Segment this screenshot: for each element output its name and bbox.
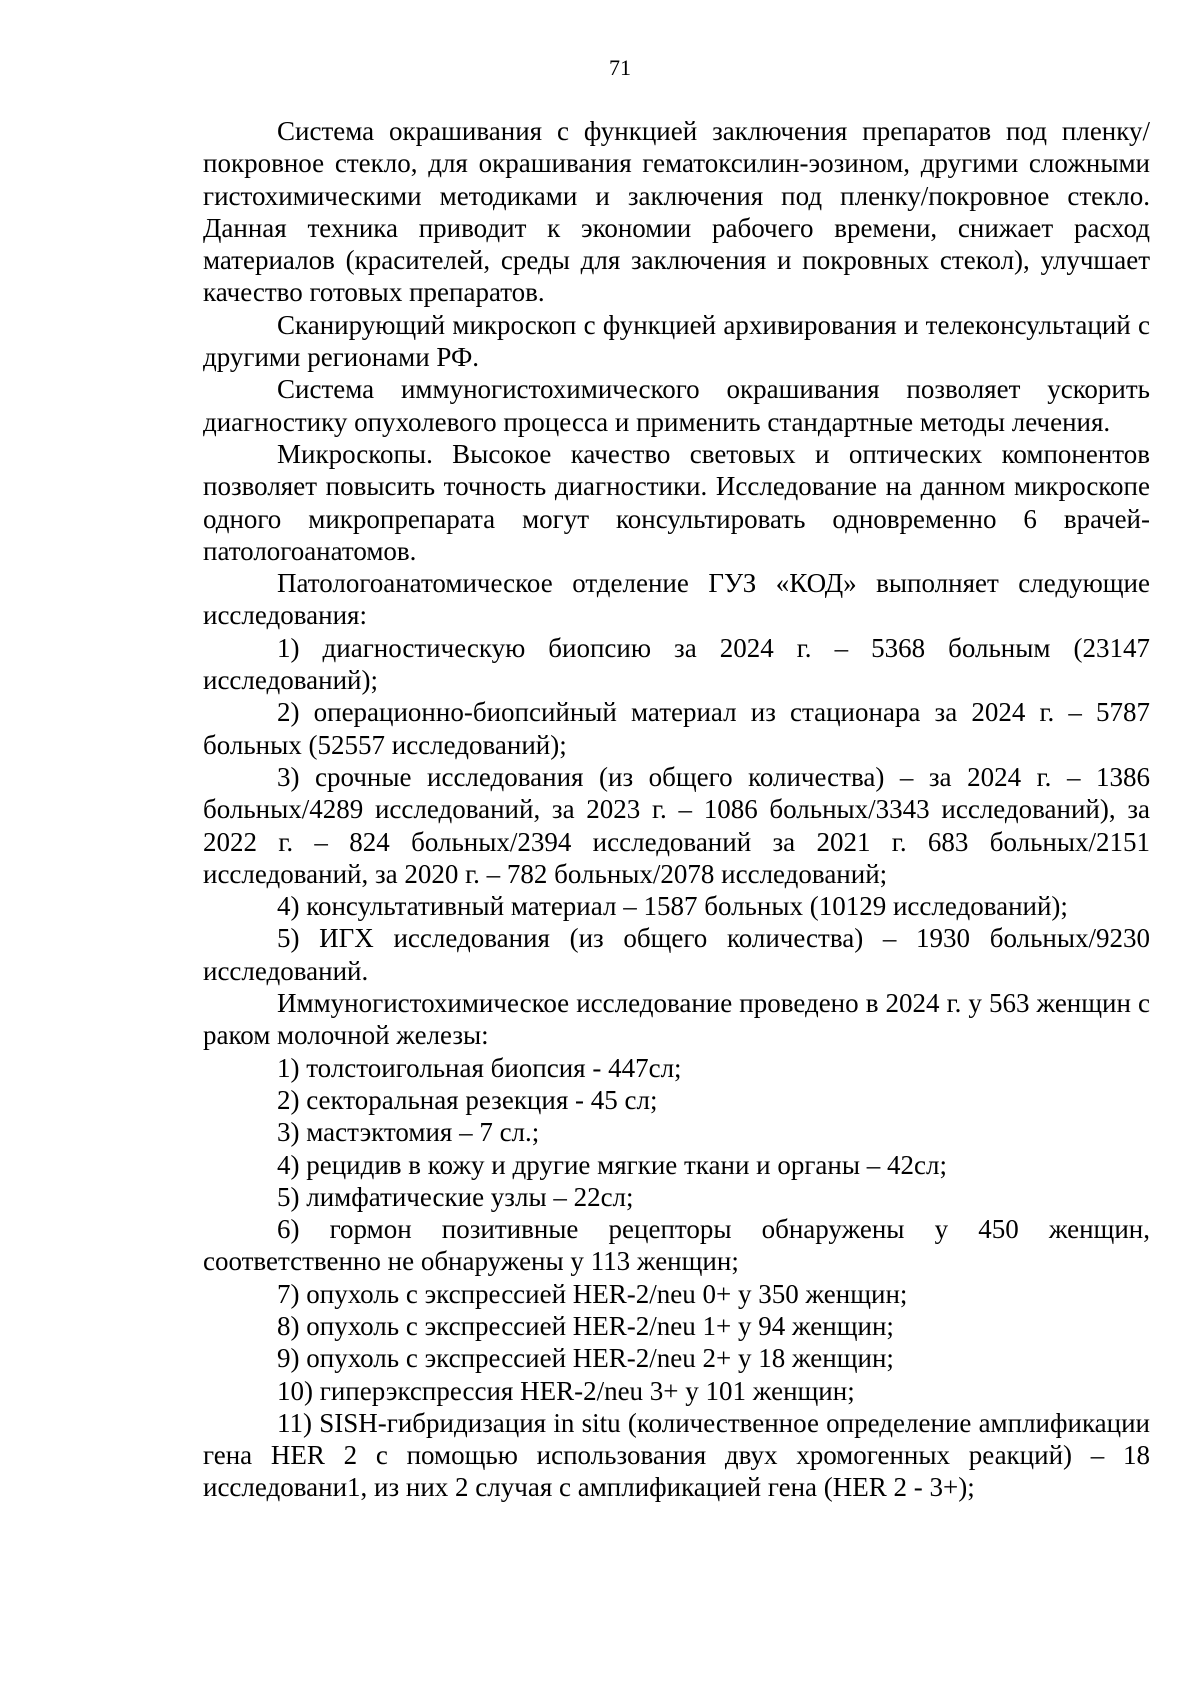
list-item: 1) толстоигольная биопсия - 447сл;: [277, 1052, 682, 1083]
paragraph-staining-system: Система окрашивания с функцией заключения препаратов под пленку/покровное стекло, для окрашивания гематоксилин-эозином, другими сложными гистохимическими методиками и заключения под пленку/покровное стекло. Данная техника приводит к экономии рабочего времени, снижает расход материалов (красителей, среды для заключения и покровных стекол), улучшает качество готовых препаратов.: [203, 116, 1150, 308]
page-number: 71: [609, 55, 631, 80]
list-item: 2) операционно-биопсийный материал из стационара за 2024 г. – 5787 больных (52557 исследований);: [203, 697, 1150, 760]
list-item: 7) опухоль с экспрессией HER-2/neu 0+ у 350 женщин;: [277, 1278, 908, 1309]
list-item: 5) лимфатические узлы – 22сл;: [277, 1181, 634, 1212]
list-item: 10) гиперэкспрессия HER-2/neu 3+ у 101 женщин;: [277, 1375, 855, 1406]
list-item: 4) рецидив в кожу и другие мягкие ткани и органы – 42сл;: [277, 1149, 947, 1180]
list-item: 9) опухоль с экспрессией HER-2/neu 2+ у 18 женщин;: [277, 1343, 894, 1374]
list-item: 6) гормон позитивные рецепторы обнаружены у 450 женщин, соответственно не обнаружены у 113 женщин;: [203, 1214, 1150, 1277]
paragraph-ihc-system: Система иммуногистохимического окрашивания позволяет ускорить диагностику опухолевого процесса и применить стандартные методы лечения.: [203, 374, 1150, 437]
paragraph-scanning-microscope: Сканирующий микроскоп с функцией архивирования и телеконсультаций с другими регионами РФ.: [203, 309, 1150, 373]
list-item: 8) опухоль с экспрессией HER-2/neu 1+ у 94 женщин;: [277, 1310, 894, 1341]
list-item: 4) консультативный материал – 1587 больных (10129 исследований);: [277, 891, 1068, 922]
list-item: 2) секторальная резекция - 45 сл;: [277, 1084, 658, 1115]
list-item: 3) мастэктомия – 7 сл.;: [277, 1117, 540, 1148]
list-item: 1) диагностическую биопсию за 2024 г. – 5368 больным (23147 исследований);: [203, 632, 1150, 696]
list-item: 11) SISH-гибридизация in situ (количественное определение амплификации гена HER 2 с помощью использования двух хромогенных реакций) – 18 исследовани1, из них 2 случая с амплификацией гена (HER 2 - 3+);: [203, 1407, 1150, 1503]
paragraph-microscopes: Микроскопы. Высокое качество световых и оптических компонентов позволяет повысить точность диагностики. Исследование на данном микроскопе одного микропрепарата могут консультировать одновременно 6 врачей-патологоанатомов.: [203, 438, 1150, 566]
paragraph-department-intro: Патологоанатомическое отделение ГУЗ «КОД» выполняет следующие исследования:: [203, 568, 1150, 631]
list-item: 5) ИГХ исследования (из общего количества) – 1930 больных/9230 исследований.: [203, 923, 1150, 986]
list-item: 3) срочные исследования (из общего количества) – за 2024 г. – 1386 больных/4289 исследований, за 2023 г. – 1086 больных/3343 исследований), за 2022 г. – 824 больных/2394 исследований за 2021 г. 683 больных/2151 исследований, за 2020 г. – 782 больных/2078 исследований;: [203, 761, 1150, 889]
paragraph-ihc-study: Иммуногистохимическое исследование проведено в 2024 г. у 563 женщин с раком молочной железы:: [203, 988, 1150, 1051]
body-text: [203, 115, 1150, 1504]
